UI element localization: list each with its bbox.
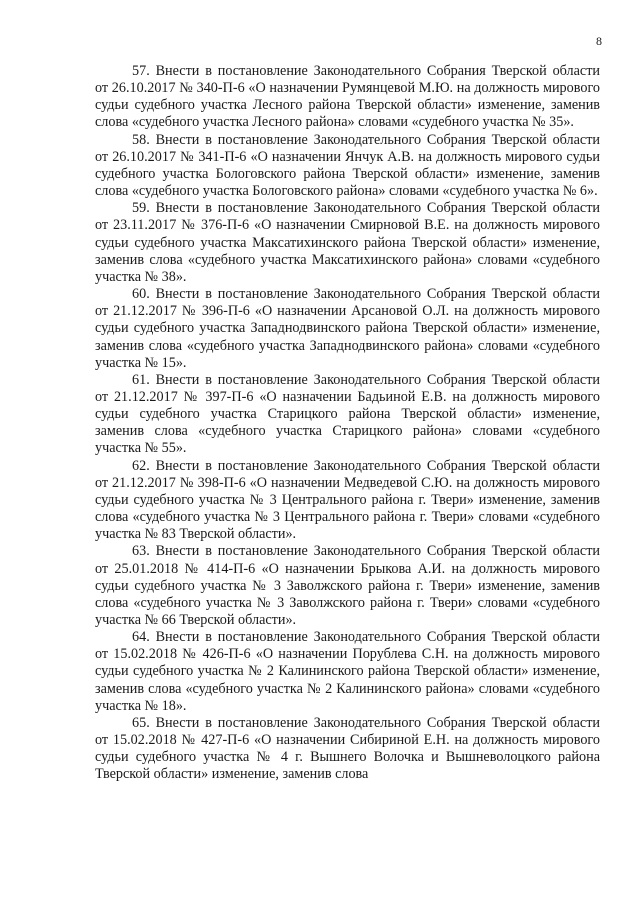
paragraph-65: 65. Внести в постановление Законодательного Собрания Тверской области от 15.02.2018 № 427-П-6 «О назначении Сибириной Е.Н. на должность мирового судьи судебного участка № 4 г. Вышнего Волочка и Вышневолоцкого района Тверской области» изменение, заменив слова [95, 714, 600, 783]
paragraph-63: 63. Внести в постановление Законодательного Собрания Тверской области от 25.01.2018 № 414-П-6 «О назначении Брыкова А.И. на должность мирового судьи судебного участка № 3 Заволжского района г. Твери» изменение, заменив слова «судебного участка № 3 Заволжского района г. Твери» словами «судебного участка № 66 Тверской области». [95, 543, 600, 628]
paragraph-57: 57. Внести в постановление Законодательного Собрания Тверской области от 26.10.2017 № 340-П-6 «О назначении Румянцевой М.Ю. на должность мирового судьи судебного участка Лесного района Тверской области» изменение, заменив слова «судебного участка Лесного района» словами «судебного участка № 35». [95, 63, 600, 131]
paragraph-58: 58. Внести в постановление Законодательного Собрания Тверской области от 26.10.2017 № 341-П-6 «О назначении Янчук А.В. на должность мирового судьи судебного участка Бологовского района Тверской области» изменение, заменив слова «судебного участка Бологовского района» словами «судебного участка № 6». [95, 131, 600, 200]
paragraph-64: 64. Внести в постановление Законодательного Собрания Тверской области от 15.02.2018 № 426-П-6 «О назначении Порублева С.Н. на должность мирового судьи судебного участка № 2 Калининского района Тверской области» изменение, заменив слова «судебного участка № 2 Калининского района» словами «судебного участка № 18». [95, 629, 600, 714]
page-number: 8 [596, 34, 602, 48]
paragraph-62: 62. Внести в постановление Законодательного Собрания Тверской области от 21.12.2017 № 398-П-6 «О назначении Медведевой С.Ю. на должность мирового судьи судебного участка № 3 Центрального района г. Твери» изменение, заменив слова «судебного участка № 3 Центрального района г. Твери» словами «судебного участка № 83 Тверской области». [95, 457, 600, 543]
paragraph-60: 60. Внести в постановление Законодательного Собрания Тверской области от 21.12.2017 № 396-П-6 «О назначении Арсановой О.Л. на должность мирового судьи судебного участка Западнодвинского района Тверской области» изменение, заменив слова «судебного участка Западнодвинского района» словами «судебного участка № 15». [95, 286, 600, 371]
paragraph-61: 61. Внести в постановление Законодательного Собрания Тверской области от 21.12.2017 № 397-П-6 «О назначении Бадьиной Е.В. на должность мирового судьи судебного участка Старицкого района Тверской области» изменение, заменив слова «судебного участка Старицкого района» словами «судебного участка № 55». [95, 371, 600, 457]
document-body [95, 63, 600, 784]
paragraph-59: 59. Внести в постановление Законодательного Собрания Тверской области от 23.11.2017 № 376-П-6 «О назначении Смирновой В.Е. на должность мирового судьи судебного участка Максатихинского района Тверской области» изменение, заменив слова «судебного участка Максатихинского района» словами «судебного участка № 38». [95, 200, 600, 285]
